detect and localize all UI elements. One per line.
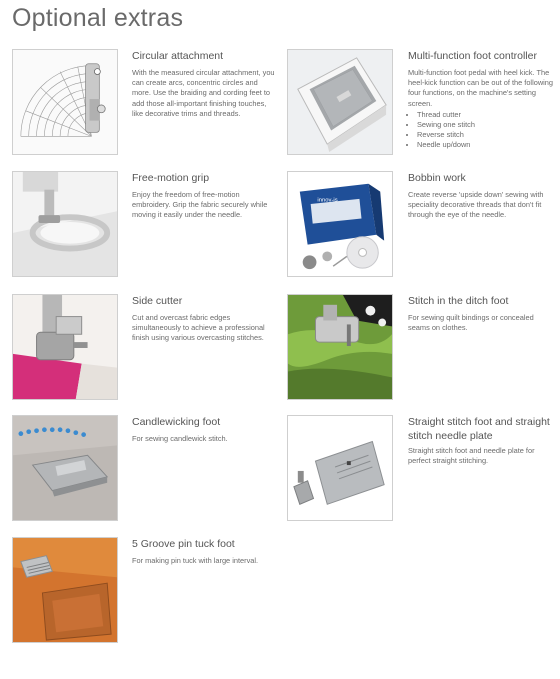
bobbin-work-title: Bobbin work <box>408 172 466 184</box>
free-motion-grip-title: Free-motion grip <box>132 172 210 184</box>
side-cutter-description: Cut and overcast fabric edges simultaneously to achieve a professional finish using various overcasting stitches. <box>132 313 265 343</box>
stitch-in-the-ditch-image <box>287 294 393 400</box>
side-cutter-image <box>12 294 118 400</box>
free-motion-grip-description: Enjoy the freedom of free-motion embroidery. Grip the fabric securely while moving it easily under the needle. <box>132 190 268 220</box>
circular-attachment-description: With the measured circular attachment, you can create arcs, concentric circles and more. Use the braiding and cording feet to add those all-important finishing touches, like decorative trims and threads. <box>132 68 275 118</box>
straight-stitch-title: Straight stitch foot and straight stitch needle plate <box>408 416 550 442</box>
side-cutter-title: Side cutter <box>132 295 183 307</box>
foot-controller-text: Multi-function foot pedal with heel kick. The heel-kick function can be out of the following four functions, on the machine's setting screen. <box>408 68 554 108</box>
page-title: Optional extras <box>12 4 184 32</box>
foot-controller-title: Multi-function foot controller <box>408 50 537 62</box>
pin-tuck-foot-description: For making pin tuck with large interval. <box>132 556 259 565</box>
bullet-item: • Needle up/down <box>417 140 554 150</box>
bullet-item: • Sewing one stitch <box>417 120 554 130</box>
straight-stitch-description: Straight stitch foot and needle plate for perfect straight stitching. <box>408 446 535 466</box>
straight-stitch-plate-image <box>287 415 393 521</box>
bullet-item: • Reverse stitch <box>417 130 554 140</box>
bobbin-work-image <box>287 171 393 277</box>
foot-controller-description <box>408 68 554 151</box>
foot-controller-image <box>287 49 393 155</box>
free-motion-grip-image <box>12 171 118 277</box>
circular-attachment-title: Circular attachment <box>132 50 224 62</box>
candlewicking-foot-description: For sewing candlewick stitch. <box>132 434 228 443</box>
stitch-in-the-ditch-title: Stitch in the ditch foot <box>408 295 509 307</box>
pin-tuck-foot-title: 5 Groove pin tuck foot <box>132 538 235 550</box>
candlewicking-foot-image <box>12 415 118 521</box>
stitch-in-the-ditch-description: For sewing quilt bindings or concealed seams on clothes. <box>408 313 534 333</box>
candlewicking-foot-title: Candlewicking foot <box>132 416 221 428</box>
bobbin-work-description: Create reverse 'upside down' sewing with speciality decorative threads that don't fit through the eye of the needle. <box>408 190 544 220</box>
pin-tuck-foot-image <box>12 537 118 643</box>
box-label: innov-is <box>317 197 338 204</box>
foot-controller-bullets <box>408 110 554 151</box>
bullet-item: • Thread cutter <box>417 110 554 120</box>
circular-attachment-image <box>12 49 118 155</box>
